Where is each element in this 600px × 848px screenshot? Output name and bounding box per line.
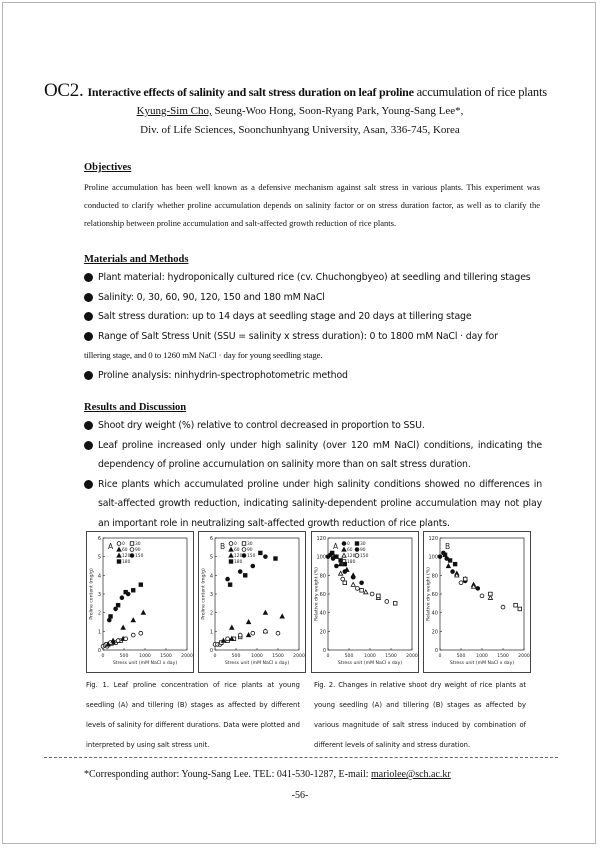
legend-label: 90 [135,548,141,553]
legend-label: 0 [234,542,237,547]
bullet-icon [84,332,93,341]
x-tick-label: 1500 [497,654,509,659]
y-tick-label: 3 [209,592,213,598]
y-tick-label: 4 [97,573,101,580]
x-axis-label: Stress unit (mM NaCl x day) [112,661,178,666]
authors [0,105,600,117]
y-tick-label: 80 [319,573,326,580]
y-tick-label: 100 [316,554,326,561]
data-point [360,588,364,592]
data-point [480,594,484,598]
data-point [518,607,522,611]
x-tick-label: 2000 [293,654,305,659]
data-point [370,592,374,596]
y-tick-label: 0 [434,648,438,654]
legend-marker [355,554,359,558]
email-link[interactable]: mariolee@sch.ac.kr [371,769,451,780]
data-point [120,596,124,600]
plot-frame [215,538,299,650]
legend-label: 90 [360,548,366,553]
list-item: Salt stress duration: up to 14 days at seedling stage and 20 days at tillering stage [84,307,542,327]
x-tick-label: 0 [101,654,105,659]
x-tick-label: 2000 [181,654,193,659]
y-tick-label: 6 [97,536,101,542]
data-point [356,587,360,591]
legend-marker [355,548,359,552]
x-tick-label: 500 [344,654,354,659]
y-tick-label: 1 [97,629,101,636]
y-tick-label: 4 [209,573,213,580]
y-tick-label: 80 [431,573,438,580]
x-tick-label: 500 [231,654,241,659]
x-axis-label: Stress unit (mM NaCl x day) [337,661,403,666]
data-point [139,631,143,635]
data-point [238,570,242,574]
legend-label: 150 [360,554,369,559]
methods-heading: Materials and Methods [84,254,189,265]
x-tick-label: 1500 [272,654,284,659]
legend-label: 0 [122,542,125,547]
y-tick-label: 5 [209,554,213,561]
data-point [124,637,128,641]
data-point [451,570,455,574]
abstract-code: OC2. [44,80,84,101]
y-tick-label: 3 [97,592,101,598]
x-axis-label: Stress unit (mM NaCl x day) [449,661,515,666]
data-point [263,610,267,614]
abstract-title [44,80,564,102]
footnote-divider [44,757,558,758]
x-tick-label: 500 [119,654,129,659]
legend-label: 0 [347,542,350,547]
data-point [114,607,118,611]
presenting-author: Kyung-Sim Cho, [136,105,212,117]
data-point [247,633,251,637]
data-point [131,588,135,592]
legend-label: 90 [247,548,253,553]
y-axis-label: Proline content (mg/g) [201,568,207,620]
data-point [476,587,480,591]
figure-2-caption: Fig. 2. Changes in relative shoot dry weight of rice plants at young seedling (A) and tillering (B) stages as affected by various magnitude of salt stress induced by combination of different levels of salinity and stress duration. [314,681,526,749]
data-point [111,638,115,642]
panel-label: A [108,542,114,551]
legend-marker [117,547,121,551]
data-point [489,592,493,596]
data-point [339,571,343,575]
corresponding-author: *Corresponding author: Young-Sang Lee. TEL: 041-530-1287, E-mail: mariolee@sch.ac.kr [84,769,451,780]
data-point [501,605,505,609]
legend-label: 180 [347,560,356,565]
data-point [463,577,467,581]
bullet-icon [84,293,93,302]
legend-label: 150 [247,554,256,559]
x-axis-label: Stress unit (mM NaCl x day) [224,661,290,666]
x-tick-label: 0 [326,654,330,659]
x-tick-label: 0 [213,654,217,659]
bullet-icon [84,441,93,450]
legend-label: 180 [122,560,131,565]
data-point [141,610,145,614]
data-point [385,600,389,604]
legend-marker [342,553,346,557]
data-point [377,594,381,598]
x-tick-label: 2000 [518,654,530,659]
y-tick-label: 40 [319,610,326,617]
chart-1b [199,532,305,672]
data-point [453,562,457,566]
legend-marker [130,554,134,558]
data-point [124,590,128,594]
x-tick-label: 1000 [139,654,151,659]
objectives-heading: Objectives [84,162,132,173]
list-item: Salinity: 0, 30, 60, 90, 120, 150 and 180 mM NaCl [84,288,542,308]
y-tick-label: 20 [319,629,326,636]
figure-1b [198,531,306,673]
data-point [109,615,113,619]
data-point [343,581,347,585]
data-point [341,577,345,581]
data-point [238,633,242,637]
legend-label: 120 [347,554,356,559]
affiliation: Div. of Life Sciences, Soonchunhyang University, Asan, 336-745, Korea [140,124,460,136]
list-item: Plant material: hydroponically cultured rice (cv. Chuchongbyeo) at seedling and tillering stages [84,268,542,288]
data-point [364,590,368,594]
y-axis-label: Proline content (mg/g) [89,568,95,620]
data-point [514,603,518,607]
y-tick-label: 120 [428,536,438,542]
bullet-icon [84,273,93,282]
legend-label: 150 [135,554,144,559]
data-point [251,631,255,635]
bullet-icon [84,371,93,380]
data-point [351,575,355,579]
results-heading: Results and Discussion [84,402,187,413]
data-point [438,555,442,559]
data-point [121,625,125,629]
x-tick-label: 1000 [364,654,376,659]
legend-label: 60 [347,548,353,553]
legend-marker [130,548,134,552]
x-tick-label: 0 [438,654,442,659]
data-point [360,581,364,585]
y-tick-label: 100 [428,554,438,561]
list-item: Rice plants which accumulated proline under high salinity conditions showed no differences in salt-affected growth reduction, indicating salinity-dependent proline accumulation may not play an important role in neutralizing salt-affected growth reduction of rice plants. [84,475,542,534]
legend-marker [229,560,233,564]
x-tick-label: 1500 [160,654,172,659]
legend-marker [130,542,134,546]
methods-list [84,268,542,385]
bullet-icon [84,480,93,489]
x-tick-label: 1000 [251,654,263,659]
data-point [139,583,143,587]
data-point [276,631,280,635]
page-number: -56- [291,790,309,801]
y-tick-label: 6 [209,536,213,542]
legend-marker [229,553,233,557]
data-point [107,618,111,622]
legend-label: 30 [360,542,366,547]
results-list [84,416,542,533]
data-point [221,638,225,642]
x-tick-label: 1000 [476,654,488,659]
figure-2b [423,531,531,673]
legend-marker [117,553,121,557]
data-point [443,553,447,557]
legend-label: 120 [234,554,243,559]
legend-label: 180 [234,560,243,565]
legend-label: 30 [135,542,141,547]
plot-frame [103,538,187,650]
data-point [259,551,263,555]
chart-2a [312,532,418,672]
panel-label: B [445,542,451,551]
y-tick-label: 40 [431,610,438,617]
y-tick-label: 0 [322,648,326,654]
legend-marker [342,547,346,551]
coauthors: Seung-Woo Hong, Soon-Ryang Park, Young-Sang Lee*, [211,105,464,117]
data-point [131,633,135,637]
figure-2a [311,531,419,673]
legend-label: 120 [122,554,131,559]
y-tick-label: 2 [97,610,101,617]
data-point [230,625,234,629]
y-tick-label: 120 [316,536,326,542]
y-tick-label: 2 [209,610,213,617]
data-point [343,570,347,574]
data-point [264,555,268,559]
data-point [459,581,463,585]
legend-marker [229,542,233,546]
data-point [116,603,120,607]
y-tick-label: 60 [319,592,326,598]
data-point [226,637,230,641]
y-tick-label: 20 [431,629,438,636]
y-axis-label: Relative dry weight (%) [426,567,432,621]
data-point [274,557,278,561]
data-point [343,562,347,566]
legend-label: 30 [247,542,253,547]
figure-1a [86,531,194,673]
data-point [247,620,251,624]
legend-marker [242,548,246,552]
legend-marker [242,542,246,546]
objectives-text: Proline accumulation has been well known as a defensive mechanism against salt stress in various plants. This experiment was conducted to clarify whether proline accumulation depends on salinity factor or on stress duration factor, as well as to clarify the relationship between proline accumulation and salt-affected growth reduction of rice plants. [84,182,540,228]
y-tick-label: 60 [431,592,438,598]
data-point [446,564,450,568]
legend-label: 60 [234,548,240,553]
data-point [116,639,120,643]
list-item: Shoot dry weight (%) relative to control decreased in proportion to SSU. [84,416,542,436]
x-tick-label: 1500 [385,654,397,659]
panel-label: B [220,542,226,551]
data-point [131,618,135,622]
data-point [330,551,334,555]
legend-marker [229,547,233,551]
y-tick-label: 0 [97,648,101,654]
legend-marker [117,560,121,564]
data-point [280,614,284,618]
figure-1-caption: Fig. 1. Leaf proline concentration of rice plants at young seedling (A) and tillering (B) stages as affected by different levels of salinity for different durations. Data were plotted and interpreted by using salt stress unit. [86,681,300,749]
x-tick-label: 2000 [406,654,418,659]
legend-marker [355,542,359,546]
x-tick-label: 500 [456,654,466,659]
data-point [251,564,255,568]
legend-marker [342,542,346,546]
data-point [335,564,339,568]
bullet-icon [84,421,93,430]
legend-marker [117,542,121,546]
y-tick-label: 1 [209,629,213,636]
list-item: Proline analysis: ninhydrin-spectrophotometric method [84,366,542,386]
title-bold-part: Interactive effects of salinity and salt stress duration on leaf proline [87,85,414,99]
list-item: Leaf proline increased only under high salinity (over 120 mM NaCl) conditions, indicating the dependency of proline accumulation on salinity more than on salt stress duration. [84,436,542,475]
legend-marker [242,554,246,558]
data-point [243,574,247,578]
data-point [264,629,268,633]
data-point [393,602,397,606]
chart-2b [424,532,530,672]
chart-1a [87,532,193,672]
y-tick-label: 0 [209,648,213,654]
y-tick-label: 5 [97,554,101,561]
data-point [228,583,232,587]
bullet-icon [84,312,93,321]
list-item: Range of Salt Stress Unit (SSU = salinity x stress duration): 0 to 1800 mM NaCl · day for tillering stage, and 0 to 1260 mM NaCl · day for young seedling stage. [84,330,498,360]
data-point [448,559,452,563]
data-point [226,577,230,581]
y-axis-label: Relative dry weight (%) [314,567,320,621]
panel-label: A [333,542,339,551]
data-point [351,582,355,586]
legend-label: 60 [122,548,128,553]
title-rest: accumulation of rice plants [413,85,547,99]
